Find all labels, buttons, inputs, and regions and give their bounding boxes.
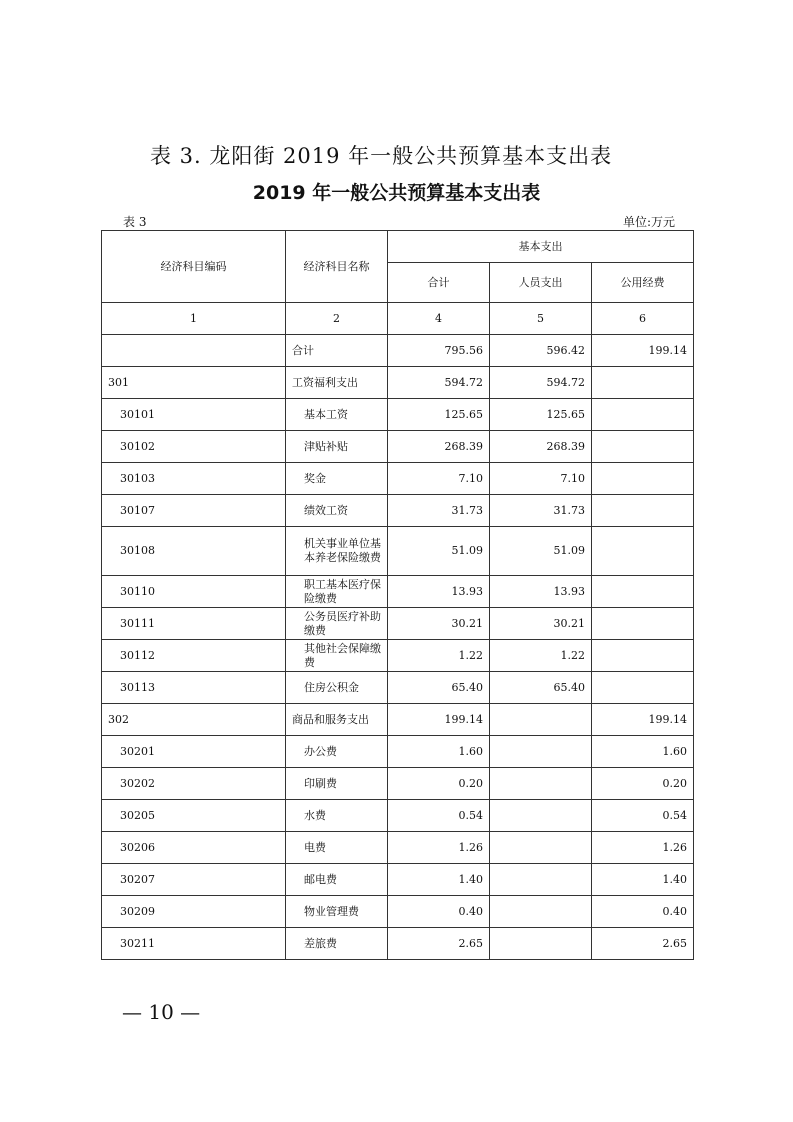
total-cell: 2.65 [388,928,490,960]
code-cell: 30209 [102,896,286,928]
name-cell: 差旅费 [286,928,388,960]
name-cell: 商品和服务支出 [286,704,388,736]
table-row [102,431,694,463]
name-cell: 绩效工资 [286,495,388,527]
total-cell: 1.26 [388,832,490,864]
personnel-cell: 7.10 [490,463,592,495]
public-cell: 1.60 [592,736,694,768]
public-cell: 199.14 [592,335,694,367]
header-code: 经济科目编码 [102,231,286,303]
table-row [102,335,694,367]
public-cell [592,608,694,640]
total-cell: 13.93 [388,576,490,608]
name-cell: 职工基本医疗保险缴费 [286,576,388,608]
total-cell: 1.60 [388,736,490,768]
code-cell: 30201 [102,736,286,768]
public-cell [592,527,694,576]
header-personnel: 人员支出 [490,263,592,303]
code-cell: 30112 [102,640,286,672]
total-cell: 7.10 [388,463,490,495]
total-cell: 199.14 [388,704,490,736]
total-cell: 125.65 [388,399,490,431]
public-cell [592,431,694,463]
table-row [102,800,694,832]
name-cell: 其他社会保障缴费 [286,640,388,672]
personnel-cell: 51.09 [490,527,592,576]
header-name: 经济科目名称 [286,231,388,303]
table-row [102,896,694,928]
code-cell: 30107 [102,495,286,527]
code-cell: 30206 [102,832,286,864]
table-row [102,527,694,576]
code-cell: 30113 [102,672,286,704]
name-cell: 办公费 [286,736,388,768]
name-cell: 水费 [286,800,388,832]
personnel-cell: 125.65 [490,399,592,431]
code-cell [102,335,286,367]
code-cell: 30102 [102,431,286,463]
header-basic: 基本支出 [388,231,694,263]
personnel-cell [490,800,592,832]
table-row [102,608,694,640]
table-row [102,704,694,736]
name-cell: 奖金 [286,463,388,495]
code-cell: 30211 [102,928,286,960]
table-row [102,367,694,399]
name-cell: 物业管理费 [286,896,388,928]
header-total: 合计 [388,263,490,303]
code-cell: 301 [102,367,286,399]
total-cell: 0.40 [388,896,490,928]
code-cell: 30207 [102,864,286,896]
personnel-cell [490,768,592,800]
name-cell: 基本工资 [286,399,388,431]
total-cell: 30.21 [388,608,490,640]
code-cell: 30111 [102,608,286,640]
public-cell [592,576,694,608]
public-cell: 1.26 [592,832,694,864]
personnel-cell: 65.40 [490,672,592,704]
personnel-cell: 268.39 [490,431,592,463]
personnel-cell: 13.93 [490,576,592,608]
total-cell: 1.22 [388,640,490,672]
personnel-cell [490,832,592,864]
code-cell: 30110 [102,576,286,608]
table-row [102,736,694,768]
table-row [102,768,694,800]
name-cell: 印刷费 [286,768,388,800]
document-heading: 表 3. 龙阳街 2019 年一般公共预算基本支出表 [150,144,613,168]
index-cell: 5 [490,303,592,335]
name-cell: 公务员医疗补助缴费 [286,608,388,640]
table-row [102,864,694,896]
total-cell: 268.39 [388,431,490,463]
unit-label: 单位:万元 [622,215,675,229]
header-row [102,231,694,263]
table-row [102,640,694,672]
total-cell: 1.40 [388,864,490,896]
name-cell: 津贴补贴 [286,431,388,463]
header-public: 公用经费 [592,263,694,303]
code-cell: 30205 [102,800,286,832]
index-cell: 1 [102,303,286,335]
index-cell: 6 [592,303,694,335]
table-row [102,928,694,960]
code-cell: 30103 [102,463,286,495]
total-cell: 51.09 [388,527,490,576]
personnel-cell: 594.72 [490,367,592,399]
name-cell: 住房公积金 [286,672,388,704]
name-cell: 邮电费 [286,864,388,896]
index-cell: 4 [388,303,490,335]
budget-table [101,230,694,960]
total-cell: 65.40 [388,672,490,704]
personnel-cell: 30.21 [490,608,592,640]
name-cell: 电费 [286,832,388,864]
public-cell: 0.54 [592,800,694,832]
personnel-cell: 31.73 [490,495,592,527]
personnel-cell [490,896,592,928]
public-cell [592,367,694,399]
name-cell: 合计 [286,335,388,367]
table-title: 2019 年一般公共预算基本支出表 [252,182,541,204]
table-row [102,832,694,864]
index-cell: 2 [286,303,388,335]
table-row [102,463,694,495]
personnel-cell [490,928,592,960]
personnel-cell: 596.42 [490,335,592,367]
total-cell: 795.56 [388,335,490,367]
public-cell [592,399,694,431]
name-cell: 机关事业单位基本养老保险缴费 [286,527,388,576]
table-row [102,672,694,704]
personnel-cell [490,704,592,736]
total-cell: 0.54 [388,800,490,832]
code-cell: 302 [102,704,286,736]
name-cell: 工资福利支出 [286,367,388,399]
table-row [102,495,694,527]
index-row [102,303,694,335]
public-cell [592,640,694,672]
public-cell [592,463,694,495]
code-cell: 30101 [102,399,286,431]
personnel-cell: 1.22 [490,640,592,672]
public-cell [592,672,694,704]
page-number: — 10 — [122,1000,201,1024]
total-cell: 31.73 [388,495,490,527]
table-row [102,399,694,431]
public-cell: 0.20 [592,768,694,800]
table-row [102,576,694,608]
code-cell: 30108 [102,527,286,576]
personnel-cell [490,736,592,768]
code-cell: 30202 [102,768,286,800]
public-cell [592,495,694,527]
personnel-cell [490,864,592,896]
public-cell: 199.14 [592,704,694,736]
total-cell: 0.20 [388,768,490,800]
public-cell: 0.40 [592,896,694,928]
table-tag: 表 3 [123,215,147,229]
total-cell: 594.72 [388,367,490,399]
public-cell: 1.40 [592,864,694,896]
public-cell: 2.65 [592,928,694,960]
